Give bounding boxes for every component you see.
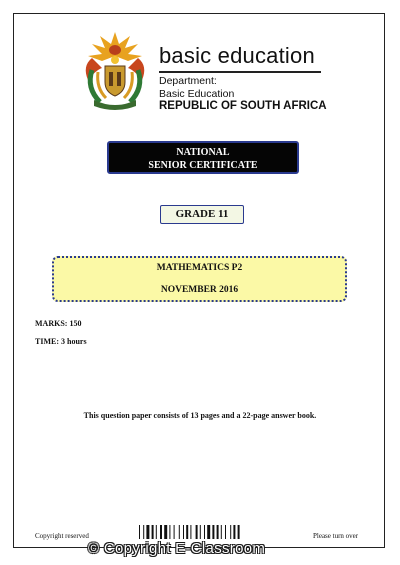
subject-box: [52, 256, 347, 302]
dept-line-1: Department:: [159, 75, 217, 87]
subject-name: MATHEMATICS P2: [156, 263, 243, 273]
coat-of-arms-icon: [78, 30, 152, 112]
barcode-icon: [138, 525, 262, 539]
copyright-watermark: © Copyright E-Classroom: [88, 540, 266, 557]
turn-over-footer: Please turn over: [313, 532, 359, 540]
time-label: TIME: 3 hours: [35, 337, 87, 346]
dept-line-2: Basic Education: [159, 87, 235, 100]
certificate-line-1: NATIONAL: [176, 147, 230, 158]
certificate-banner: [107, 141, 299, 174]
certificate-line-2: SENIOR CERTIFICATE: [148, 160, 258, 171]
paper-notice: This question paper consists of 13 pages and a 22-page answer book.: [83, 411, 317, 420]
country-name: REPUBLIC OF SOUTH AFRICA: [159, 100, 327, 112]
department-header: [159, 43, 359, 112]
marks-label: MARKS: 150: [35, 319, 82, 328]
grade-badge: GRADE 11: [160, 205, 244, 224]
brand-title: basic education: [159, 43, 315, 68]
brand-underline: [159, 71, 321, 73]
exam-session: NOVEMBER 2016: [160, 285, 239, 295]
copyright-footer: Copyright reserved: [35, 532, 89, 540]
